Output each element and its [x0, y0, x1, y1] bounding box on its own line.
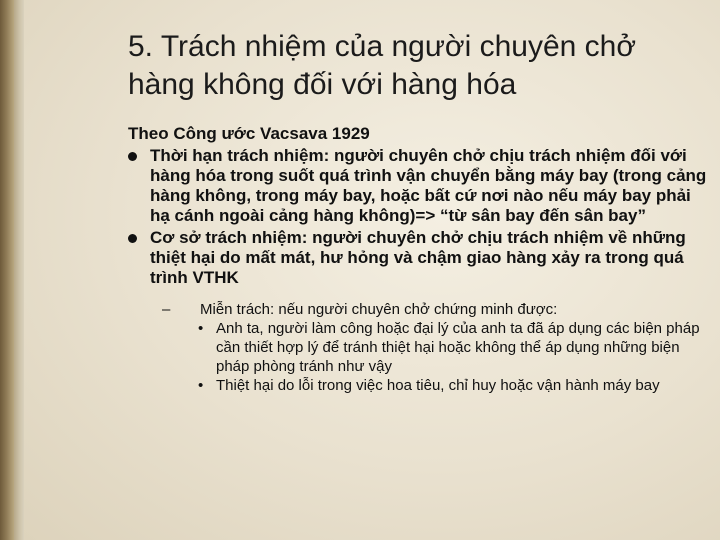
small-bullet-icon: •: [198, 320, 204, 337]
intro-text: Theo Công ước Vacsava 1929: [128, 124, 370, 143]
bullet-dot-icon: [128, 234, 137, 243]
bullet-text: Thời hạn trách nhiệm: người chuyên chở chịu trách nhiệm đối với hàng hóa trong suốt quá trình vận chuyển bằng máy bay (trong cảng hàng không, trong máy bay, hoặc bất cứ nơi nào nếu máy bay phải hạ cánh ngoài cảng hàng không)=> “từ sân bay đến sân bay”: [150, 146, 707, 225]
small-bullet-icon: •: [198, 377, 204, 394]
sub-item: [128, 300, 708, 319]
bullet-item: [128, 228, 708, 288]
bullet-item: [128, 146, 708, 226]
bullet-text: Cơ sở trách nhiệm: người chuyên chở chịu trách nhiệm về những thiệt hại do mất mát, hư hỏng và chậm giao hàng xảy ra trong quá trình VTHK: [150, 228, 686, 287]
sub-sub-item-text: Thiệt hại do lỗi trong việc hoa tiêu, chỉ huy hoặc vận hành máy bay: [216, 377, 660, 394]
decorative-left-bar: [0, 0, 14, 540]
sub-item-text: Miễn trách: nếu người chuyên chở chứng minh được:: [200, 301, 558, 318]
sub-sub-item: [128, 376, 708, 395]
bullet-dot-icon: [128, 152, 137, 161]
sub-sub-item: [128, 319, 708, 376]
dash-icon: –: [162, 301, 171, 318]
slide-title: 5. Trách nhiệm của người chuyên chở hàng không đối với hàng hóa: [128, 30, 637, 101]
decorative-left-shade: [14, 0, 24, 540]
slide-content: [128, 124, 708, 395]
sub-sub-item-text: Anh ta, người làm công hoặc đại lý của anh ta đã áp dụng các biện pháp cần thiết hợp lý để tránh thiệt hại hoặc không thể áp dụng những biện pháp phòng tránh như vậy: [216, 320, 700, 375]
